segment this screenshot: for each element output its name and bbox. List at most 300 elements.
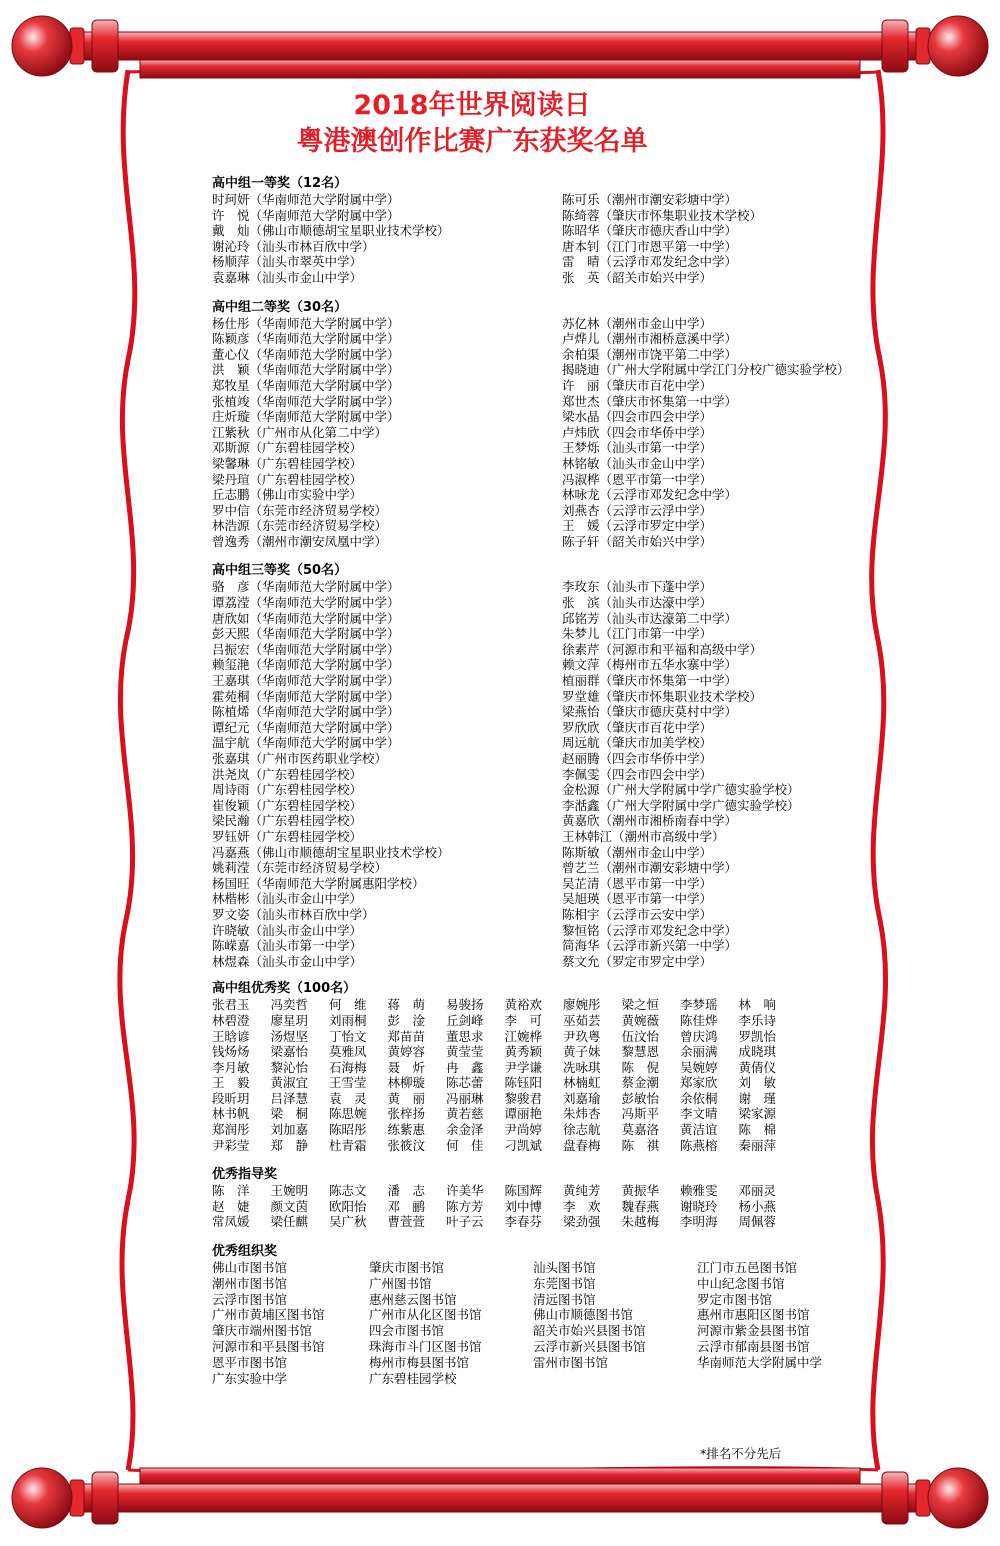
- winner-entry: 陈嵘嘉（汕头市第一中学）: [212, 938, 363, 954]
- student-name: 廖婉彤: [563, 997, 601, 1013]
- student-name: 王雪莹: [329, 1075, 367, 1091]
- winner-entry: 赖文萍（梅州市五华水寨中学）: [562, 657, 738, 673]
- library-name: 河源市和平县图书馆: [212, 1339, 325, 1355]
- section-heading-second-prize: 高中组二等奖（30名）: [212, 299, 348, 315]
- student-name: 尹尚婷: [504, 1122, 543, 1138]
- student-name: 黄淑宜: [270, 1075, 309, 1091]
- winner-entry: 梁民瀚（广东碧桂园学校）: [212, 813, 363, 829]
- student-name: 刘 敏: [738, 1075, 777, 1091]
- student-name: 盘春梅: [563, 1137, 601, 1153]
- teacher-name: 谢晓玲: [680, 1198, 718, 1214]
- teacher-name: 赵 婕: [212, 1198, 250, 1214]
- student-name: 陈 祺: [621, 1137, 660, 1153]
- award-row: [212, 208, 892, 224]
- winner-entry: 王 媛（云浮市罗定中学）: [562, 518, 713, 534]
- library-name: 雷州市图书馆: [533, 1354, 609, 1370]
- award-row: [212, 735, 892, 751]
- student-name: 冯丽琳: [446, 1090, 484, 1106]
- student-name: 吴婉婷: [680, 1059, 718, 1075]
- winner-entry: 霍苑桐（华南师范大学附属中学）: [212, 688, 400, 704]
- award-row: [212, 657, 892, 673]
- winner-entry: 梁丹瑄（广东碧桂园学校）: [212, 471, 363, 487]
- winner-entry: 杨国旺（华南师范大学附属惠阳学校）: [212, 875, 425, 891]
- winner-entry: 王林韩江（潮州市高级中学）: [562, 828, 725, 844]
- winner-entry: 黎恒铭（云浮市邓发纪念中学）: [562, 922, 738, 938]
- student-name: 张梓扬: [387, 1106, 426, 1122]
- student-name: 黄裕欢: [504, 997, 543, 1013]
- winner-entry: 陈可乐（潮州市潮安彩塘中学）: [562, 192, 738, 207]
- name-row: [212, 1214, 892, 1230]
- winner-entry: 谢沁玲（汕头市林百欣中学）: [212, 238, 375, 254]
- excellence-award-list: [212, 997, 892, 1153]
- winner-entry: 林咏龙（云浮市邓发纪念中学）: [562, 487, 738, 503]
- winner-entry: 王嘉琪（华南师范大学附属中学）: [212, 673, 400, 689]
- name-row: [212, 1044, 892, 1060]
- name-row: [212, 1199, 892, 1215]
- teacher-name: 陈方芳: [446, 1198, 484, 1214]
- winner-entry: 姚莉滢（东莞市经济贸易学校）: [212, 860, 388, 876]
- winner-entry: 陈昭华（肇庆市德庆香山中学）: [562, 223, 738, 239]
- student-name: 彭 淦: [387, 1012, 426, 1028]
- winner-entry: 许 悦（华南师范大学附属中学）: [212, 207, 400, 223]
- award-row: [212, 378, 892, 394]
- award-row: [212, 907, 892, 923]
- student-name: 巫茹芸: [563, 1012, 601, 1028]
- student-name: 黄莹莹: [446, 1044, 484, 1060]
- organizer-award-list: [212, 1260, 892, 1386]
- award-row: [212, 239, 892, 255]
- winner-entry: 林楷彬（汕头市金山中学）: [212, 891, 363, 907]
- student-name: 林柳璇: [387, 1075, 426, 1091]
- section-heading-excellence-award: 高中组优秀奖（100名）: [212, 981, 357, 997]
- library-name: 广东实验中学: [212, 1370, 288, 1386]
- student-name: 江婉桦: [504, 1028, 543, 1044]
- award-row: [212, 845, 892, 861]
- student-name: 郑润彤: [212, 1122, 250, 1138]
- award-row: [212, 689, 892, 705]
- section-heading-first-prize: 高中组一等奖（12名）: [212, 176, 348, 191]
- winner-entry: 余柏渠（潮州市饶平第二中学）: [562, 346, 738, 362]
- library-name: 东莞图书馆: [533, 1275, 596, 1291]
- teacher-name: 赖雅雯: [680, 1183, 718, 1199]
- winner-entry: 苏亿林（潮州市金山中学）: [562, 315, 713, 331]
- name-row: [212, 1260, 892, 1276]
- student-name: 练紫惠: [387, 1122, 426, 1138]
- student-name: 黎沁怡: [270, 1059, 309, 1075]
- student-name: 廖星玥: [270, 1012, 309, 1028]
- name-row: [212, 1355, 892, 1371]
- teacher-name: 魏春燕: [621, 1198, 660, 1214]
- student-name: 尹玖粤: [563, 1028, 601, 1044]
- winner-entry: 罗文姿（汕头市林百欣中学）: [212, 906, 375, 922]
- student-name: 梁 桐: [270, 1106, 309, 1122]
- student-name: 林书帆: [212, 1106, 250, 1122]
- award-row: [212, 425, 892, 441]
- winner-entry: 赖玺滟（华南师范大学附属中学）: [212, 657, 400, 673]
- winner-entry: 林铭敏（汕头市金山中学）: [562, 455, 713, 471]
- footnote: *排名不分先后: [700, 1446, 782, 1461]
- winner-entry: 邓斯源（广东碧桂园学校）: [212, 440, 363, 456]
- student-name: 李文晴: [680, 1106, 718, 1122]
- student-name: 梁之恒: [621, 997, 660, 1013]
- title-line-2: 粤港澳创作比赛广东获奖名单: [296, 126, 648, 157]
- winner-entry: 梁馨琳（广东碧桂园学校）: [212, 455, 363, 471]
- winner-entry: 罗钰妍（广东碧桂园学校）: [212, 828, 363, 844]
- teacher-name: 李 欢: [563, 1198, 601, 1214]
- student-name: 蔡金潮: [621, 1075, 660, 1091]
- student-name: 莫嘉洛: [621, 1122, 660, 1138]
- student-name: 李 可: [504, 1012, 543, 1028]
- award-row: [212, 223, 892, 239]
- library-name: 肇庆市端州图书馆: [212, 1323, 313, 1339]
- name-row: [212, 1339, 892, 1355]
- teacher-name: 陈国辉: [504, 1183, 543, 1199]
- teacher-name: 李春芬: [504, 1214, 543, 1230]
- section-heading-third-prize: 高中组三等奖（50名）: [212, 563, 348, 579]
- teacher-name: 周佩蓉: [738, 1214, 777, 1230]
- teacher-name: 曹萱萱: [387, 1214, 426, 1230]
- award-row: [212, 487, 892, 503]
- winner-entry: 陈绮蓉（肇庆市怀集职业技术学校）: [562, 207, 763, 223]
- winner-entry: 卢炜欣（四会市华侨中学）: [562, 424, 713, 440]
- award-row: [212, 456, 892, 472]
- winner-entry: 张 英（韶关市始兴中学）: [562, 269, 713, 285]
- award-row: [212, 876, 892, 892]
- winner-entry: 唐欣如（华南师范大学附属中学）: [212, 610, 400, 626]
- award-list: [212, 88, 892, 1386]
- student-name: 彭敏怡: [621, 1090, 660, 1106]
- student-name: 刁凯斌: [504, 1137, 543, 1153]
- award-row: [212, 440, 892, 456]
- winner-entry: 曾艺兰（潮州市潮安彩塘中学）: [562, 860, 738, 876]
- winner-entry: 洪 颖（华南师范大学附属中学）: [212, 362, 400, 378]
- student-name: 梁家源: [738, 1106, 777, 1122]
- winner-entry: 吕振宏（华南师范大学附属中学）: [212, 641, 400, 657]
- name-row: [212, 1106, 892, 1122]
- award-row: [212, 347, 892, 363]
- winner-entry: 罗中信（东莞市经济贸易学校）: [212, 502, 388, 518]
- teacher-name: 常凤媛: [212, 1214, 250, 1230]
- student-name: 张君玉: [212, 997, 250, 1013]
- winner-entry: 周诗雨（广东碧桂园学校）: [212, 782, 363, 798]
- scroll-left-edge: [120, 70, 135, 1470]
- winner-entry: 陈植烯（华南师范大学附属中学）: [212, 704, 400, 720]
- first-prize-list: [212, 192, 892, 286]
- winner-entry: 周远航（肇庆市加美学校）: [562, 735, 713, 751]
- section-heading-organizer-award: 优秀组织奖: [212, 1244, 278, 1260]
- student-name: 莫雅凤: [329, 1044, 367, 1060]
- award-row: [212, 270, 892, 286]
- winner-entry: 温宇航（华南师范大学附属中学）: [212, 735, 400, 751]
- winner-entry: 庄炘璇（华南师范大学附属中学）: [212, 409, 400, 425]
- student-name: 林碧澄: [212, 1012, 250, 1028]
- winner-entry: 曾逸秀（潮州市潮安凤凰中学）: [212, 533, 388, 549]
- winner-entry: 时珂妍（华南师范大学附属中学）: [212, 192, 400, 207]
- award-row: [212, 503, 892, 519]
- teacher-name: 潘 志: [387, 1183, 426, 1199]
- name-row: [212, 1292, 892, 1308]
- student-name: 谭丽艳: [504, 1106, 543, 1122]
- student-name: 钱炀炀: [212, 1044, 250, 1060]
- winner-entry: 张植竣（华南师范大学附属中学）: [212, 393, 400, 409]
- winner-entry: 李湉鑫（广州大学附属中学广德实验学校）: [562, 797, 800, 813]
- teacher-name: 陈 洋: [212, 1183, 250, 1199]
- award-row: [212, 642, 892, 658]
- library-name: 潮州市图书馆: [212, 1275, 288, 1291]
- student-name: 林楠虹: [563, 1075, 601, 1091]
- winner-entry: 陈子轩（韶关市始兴中学）: [562, 533, 713, 549]
- student-name: 尹学谦: [504, 1059, 543, 1075]
- student-name: 刘加嘉: [270, 1122, 309, 1138]
- name-row: [212, 1138, 892, 1154]
- student-name: 曾庆鸿: [680, 1028, 718, 1044]
- student-name: 王晗谚: [212, 1028, 250, 1044]
- title-line-1: 2018年世界阅读日: [353, 90, 591, 121]
- student-name: 石海梅: [329, 1059, 367, 1075]
- teacher-name: 李明海: [680, 1214, 718, 1230]
- award-row: [212, 860, 892, 876]
- name-row: [212, 1122, 892, 1138]
- student-name: 余金泽: [446, 1122, 484, 1138]
- winner-entry: 许 丽（肇庆市百花中学）: [562, 377, 713, 393]
- student-name: 陈燕榕: [680, 1137, 718, 1153]
- student-name: 段昕玥: [212, 1090, 250, 1106]
- student-name: 朱炜杏: [563, 1106, 601, 1122]
- teacher-name: 刘中博: [504, 1198, 543, 1214]
- student-name: 冼咏琪: [563, 1059, 601, 1075]
- library-name: 清远图书馆: [533, 1291, 596, 1307]
- award-row: [212, 472, 892, 488]
- student-name: 何 佳: [446, 1137, 484, 1153]
- award-row: [212, 409, 892, 425]
- award-row: [212, 751, 892, 767]
- teacher-name: 梁劲强: [563, 1214, 601, 1230]
- student-name: 冉 鑫: [446, 1059, 484, 1075]
- student-name: 何 维: [329, 997, 367, 1013]
- teacher-name: 邓 鹂: [387, 1198, 426, 1214]
- library-name: 云浮市新兴县图书馆: [533, 1339, 646, 1355]
- student-name: 黎慧恩: [621, 1044, 660, 1060]
- award-row: [212, 767, 892, 783]
- library-name: 广州市黄埔区图书馆: [212, 1307, 325, 1323]
- section-heading-teacher-award: 优秀指导奖: [212, 1167, 278, 1183]
- student-name: 丘剑峰: [446, 1012, 484, 1028]
- teacher-name: 叶子云: [446, 1214, 484, 1230]
- winner-entry: 陈相宇（云浮市云安中学）: [562, 906, 713, 922]
- library-name: 广州图书馆: [369, 1275, 432, 1291]
- name-row: [212, 1371, 892, 1387]
- student-name: 汤煜坚: [270, 1028, 309, 1044]
- teacher-name: 黄振华: [621, 1183, 660, 1199]
- top-scroll-rod: [12, 16, 988, 78]
- student-name: 杜青霜: [329, 1137, 367, 1153]
- award-row: [212, 394, 892, 410]
- winner-entry: 吴旭瑛（恩平市第一中学）: [562, 891, 713, 907]
- award-row: [212, 782, 892, 798]
- teacher-name: 许美华: [446, 1183, 484, 1199]
- teacher-name: 朱越梅: [621, 1214, 660, 1230]
- teacher-name: 杨小燕: [738, 1198, 777, 1214]
- library-name: 肇庆市图书馆: [369, 1260, 445, 1276]
- winner-entry: 黄嘉欣（潮州市湘桥南春中学）: [562, 813, 738, 829]
- library-name: 华南师范大学附属中学: [697, 1354, 823, 1370]
- student-name: 黄子妹: [563, 1044, 601, 1060]
- winner-entry: 董心仪（华南师范大学附属中学）: [212, 346, 400, 362]
- winner-entry: 袁嘉琳（汕头市金山中学）: [212, 269, 363, 285]
- teacher-name: 欧阳怡: [329, 1198, 367, 1214]
- library-name: 中山纪念图书馆: [697, 1275, 785, 1291]
- winner-entry: 朱梦儿（江门市第一中学）: [562, 626, 713, 642]
- winner-entry: 梁燕怡（肇庆市德庆莫村中学）: [562, 704, 738, 720]
- student-name: 陈昭彤: [329, 1122, 367, 1138]
- student-name: 黄秀颖: [504, 1044, 543, 1060]
- winner-entry: 杨仕彤（华南师范大学附属中学）: [212, 315, 400, 331]
- winner-entry: 简海华（云浮市新兴第一中学）: [562, 938, 738, 954]
- award-row: [212, 938, 892, 954]
- award-row: [212, 829, 892, 845]
- winner-entry: 陈斯敏（潮州市金山中学）: [562, 844, 713, 860]
- winner-entry: 谭纪元（华南师范大学附属中学）: [212, 719, 400, 735]
- student-name: 陈 倪: [621, 1059, 660, 1075]
- student-name: 伍汶怡: [621, 1028, 660, 1044]
- student-name: 陈钰阳: [504, 1075, 543, 1091]
- award-row: [212, 798, 892, 814]
- winner-entry: 张嘉琪（广州市医药职业学校）: [212, 751, 388, 766]
- name-row: [212, 997, 892, 1013]
- award-row: [212, 595, 892, 611]
- winner-entry: 李佩雯（四会市四会中学）: [562, 766, 713, 782]
- library-name: 云浮市郁南县图书馆: [697, 1339, 810, 1355]
- winner-entry: 江紫秋（广州市从化第二中学）: [212, 424, 388, 440]
- award-row: [212, 813, 892, 829]
- teacher-name: 王婉明: [270, 1183, 309, 1199]
- student-name: 余依桐: [680, 1090, 718, 1106]
- winner-entry: 罗欣欣（肇庆市百花中学）: [562, 719, 713, 735]
- winner-entry: 李玫东（汕头市下蓬中学）: [562, 579, 713, 595]
- winner-entry: 梁水晶（四会市四会中学）: [562, 409, 713, 425]
- winner-entry: 洪尧岚（广东碧桂园学校）: [212, 766, 363, 782]
- name-row: [212, 1307, 892, 1323]
- third-prize-list: [212, 579, 892, 969]
- winner-entry: 唐本钊（江门市恩平第一中学）: [562, 238, 738, 254]
- student-name: 黄洁谊: [680, 1122, 718, 1138]
- winner-entry: 戴 灿（佛山市顺德胡宝星职业技术学校）: [212, 223, 450, 239]
- award-row: [212, 720, 892, 736]
- award-row: [212, 673, 892, 689]
- library-name: 惠州市惠阳区图书馆: [697, 1307, 810, 1323]
- winner-entry: 林煜森（汕头市金山中学）: [212, 953, 363, 969]
- library-name: [533, 1371, 697, 1387]
- name-row: [212, 1183, 892, 1199]
- student-name: 陈 棉: [738, 1122, 777, 1138]
- award-row: [212, 579, 892, 595]
- award-row: [212, 192, 892, 208]
- winner-entry: 卢烨儿（潮州市湘桥意溪中学）: [562, 331, 738, 347]
- student-name: 郑 静: [270, 1137, 309, 1153]
- award-row: [212, 626, 892, 642]
- winner-entry: 雷 晴（云浮市邓发纪念中学）: [562, 254, 738, 270]
- student-name: 陈芯蕾: [446, 1075, 484, 1091]
- student-name: 袁 灵: [329, 1090, 367, 1106]
- winner-entry: 张 滨（汕头市达濠中学）: [562, 595, 713, 611]
- student-name: 黄婷容: [387, 1044, 426, 1060]
- name-row: [212, 1075, 892, 1091]
- winner-entry: 彭天熙（华南师范大学附属中学）: [212, 626, 400, 642]
- winner-entry: 植丽群（肇庆市怀集第一中学）: [562, 673, 738, 689]
- student-name: 尹彩莹: [212, 1137, 250, 1153]
- winner-entry: 徐素芹（河源市和平福和高级中学）: [562, 641, 763, 657]
- winner-entry: 罗堂雄（肇庆市怀集职业技术学校）: [562, 688, 763, 704]
- student-name: 黄倩仪: [738, 1059, 777, 1075]
- library-name: 佛山市顺德图书馆: [533, 1307, 634, 1323]
- winner-entry: 邱铭芳（汕头市达濠第二中学）: [562, 610, 738, 626]
- winner-entry: 杨顺萍（汕头市翠英中学）: [212, 254, 363, 270]
- award-row: [212, 331, 892, 347]
- student-name: 冯奕哲: [270, 997, 309, 1013]
- award-row: [212, 704, 892, 720]
- student-name: 成晓琪: [738, 1044, 777, 1060]
- award-row: [212, 518, 892, 534]
- student-name: 刘雨桐: [329, 1012, 367, 1028]
- student-name: 谢 瑾: [738, 1090, 777, 1106]
- library-name: 韶关市始兴县图书馆: [533, 1323, 646, 1339]
- library-name: 广东碧桂园学校: [369, 1370, 457, 1386]
- student-name: 丁怡文: [329, 1028, 367, 1044]
- library-name: 罗定市图书馆: [697, 1291, 773, 1307]
- student-name: 聂 炘: [387, 1059, 426, 1075]
- bottom-scroll-rod: [12, 1468, 988, 1528]
- student-name: 梁嘉怡: [270, 1044, 309, 1060]
- library-name: 云浮市图书馆: [212, 1291, 288, 1307]
- name-row: [212, 1323, 892, 1339]
- winner-entry: 丘志鹏（佛山市实验中学）: [212, 487, 363, 503]
- winner-entry: 冯嘉燕（佛山市顺德胡宝星职业技术学校）: [212, 844, 450, 860]
- teacher-award-list: [212, 1183, 892, 1230]
- student-name: 陈思婉: [329, 1106, 367, 1122]
- winner-entry: 刘燕杏（云浮市云浮中学）: [562, 502, 713, 518]
- student-name: 余丽满: [680, 1044, 718, 1060]
- winner-entry: 金松源（广州大学附属中学广德实验学校）: [562, 782, 800, 798]
- student-name: 董思求: [446, 1028, 484, 1044]
- teacher-name: 黄纯芳: [563, 1183, 601, 1199]
- library-name: 四会市图书馆: [369, 1323, 445, 1339]
- winner-entry: 林浩源（东莞市经济贸易学校）: [212, 518, 388, 534]
- student-name: 冯斯平: [621, 1106, 660, 1122]
- student-name: 黎骏君: [504, 1090, 543, 1106]
- library-name: 江门市五邑图书馆: [697, 1260, 798, 1276]
- student-name: 张筱汶: [387, 1137, 426, 1153]
- winner-entry: 冯淑桦（恩平市第一中学）: [562, 471, 713, 487]
- student-name: 黄若慈: [446, 1106, 484, 1122]
- student-name: 郑家欣: [680, 1075, 718, 1091]
- student-name: 陈佳烨: [680, 1012, 718, 1028]
- winner-entry: 蔡文允（罗定市罗定中学）: [562, 953, 713, 969]
- teacher-name: 梁任麒: [270, 1214, 309, 1230]
- award-row: [212, 954, 892, 970]
- teacher-name: 颜文茵: [270, 1198, 309, 1214]
- award-row: [212, 891, 892, 907]
- winner-entry: 骆 彦（华南师范大学附属中学）: [212, 579, 400, 595]
- name-row: [212, 1029, 892, 1045]
- winner-entry: 谭荔滢（华南师范大学附属中学）: [212, 595, 400, 611]
- teacher-name: 陈志文: [329, 1183, 367, 1199]
- library-name: 河源市紫金县图书馆: [697, 1323, 810, 1339]
- award-row: [212, 611, 892, 627]
- student-name: 林 响: [738, 997, 777, 1013]
- student-name: 李梦瑶: [680, 997, 718, 1013]
- library-name: 惠州慈云图书馆: [369, 1291, 457, 1307]
- teacher-name: 吴广秋: [329, 1214, 367, 1230]
